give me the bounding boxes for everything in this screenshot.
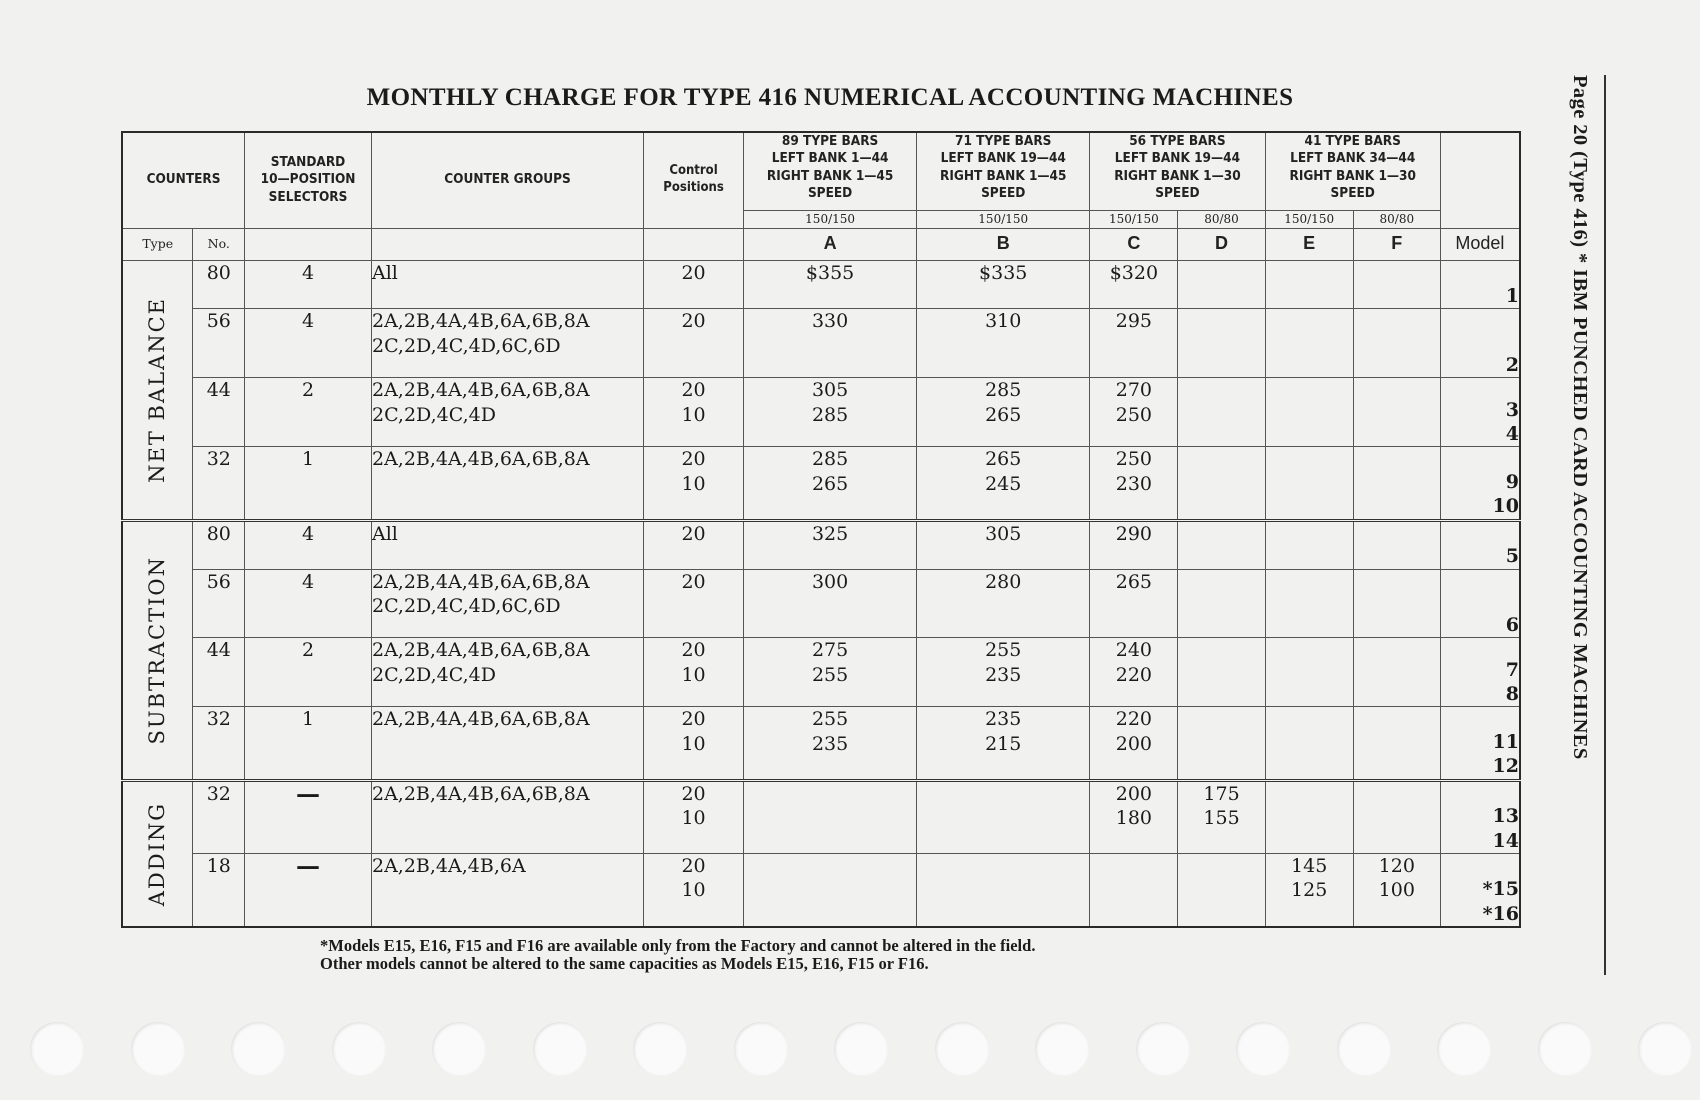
table-row bbox=[122, 309, 1520, 378]
charge-a-cell: 330 bbox=[744, 309, 917, 378]
charge-c-cell: 295 bbox=[1090, 309, 1178, 378]
charge-d-cell bbox=[1178, 520, 1265, 569]
model-number-cell: 2 bbox=[1440, 309, 1520, 378]
binder-hole bbox=[1136, 1022, 1190, 1076]
selectors-cell: 4 bbox=[245, 569, 372, 638]
charge-b-cell: 265 245 bbox=[917, 447, 1090, 520]
model-number-cell: 7 8 bbox=[1440, 638, 1520, 707]
charge-d-cell bbox=[1178, 309, 1265, 378]
control-positions-cell: 20 bbox=[644, 520, 744, 569]
binder-hole bbox=[1638, 1022, 1692, 1076]
charge-e-cell bbox=[1265, 520, 1353, 569]
model-number-cell: 6 bbox=[1440, 569, 1520, 638]
charge-a-cell: 275 255 bbox=[744, 638, 917, 707]
counter-groups-cell: 2A,2B,4A,4B,6A,6B,8A bbox=[371, 707, 643, 780]
counter-type-label: ADDING bbox=[145, 801, 170, 906]
binder-hole bbox=[1538, 1022, 1592, 1076]
selectors-cell: 4 bbox=[245, 309, 372, 378]
selectors-cell: 2 bbox=[245, 378, 372, 447]
binder-hole bbox=[231, 1022, 285, 1076]
model-number-cell: 13 14 bbox=[1440, 780, 1520, 853]
speed-value-1-0: 150/150 bbox=[917, 210, 1090, 228]
control-positions-cell: 20 10 bbox=[644, 638, 744, 707]
speed-value-0-0: 150/150 bbox=[744, 210, 917, 228]
control-positions-cell: 20 bbox=[644, 309, 744, 378]
charge-b-cell: 310 bbox=[917, 309, 1090, 378]
table-row bbox=[122, 707, 1520, 780]
counter-groups-cell: 2A,2B,4A,4B,6A,6B,8A bbox=[371, 447, 643, 520]
speed-letter-A: A bbox=[744, 228, 917, 260]
type-column-header: Type bbox=[122, 228, 193, 260]
charge-a-cell: $355 bbox=[744, 260, 917, 309]
charge-c-cell bbox=[1090, 854, 1178, 927]
charge-c-cell: 270 250 bbox=[1090, 378, 1178, 447]
charge-b-cell: $335 bbox=[917, 260, 1090, 309]
charge-f-cell bbox=[1353, 569, 1440, 638]
charge-d-cell bbox=[1178, 447, 1265, 520]
model-number-cell: 1 bbox=[1440, 260, 1520, 309]
binder-hole bbox=[1236, 1022, 1290, 1076]
selectors-cell: — bbox=[245, 854, 372, 927]
counter-groups-cell: 2A,2B,4A,4B,6A bbox=[371, 854, 643, 927]
model-number-cell: 3 4 bbox=[1440, 378, 1520, 447]
charge-a-cell: 285 265 bbox=[744, 447, 917, 520]
charge-d-cell: 175 155 bbox=[1178, 780, 1265, 853]
charge-a-cell bbox=[744, 780, 917, 853]
binder-hole bbox=[30, 1022, 84, 1076]
counter-type-cell bbox=[122, 260, 193, 520]
counter-groups-header: COUNTER GROUPS bbox=[371, 132, 643, 228]
counter-count-cell: 44 bbox=[193, 378, 245, 447]
counters-header: COUNTERS bbox=[122, 132, 245, 228]
selectors-cell: — bbox=[245, 780, 372, 853]
charges-table-wrap bbox=[121, 131, 1521, 928]
binder-hole bbox=[1437, 1022, 1491, 1076]
selectors-cell: 1 bbox=[245, 447, 372, 520]
binder-holes bbox=[0, 1022, 1700, 1082]
charge-c-cell: 290 bbox=[1090, 520, 1178, 569]
speed-value-3-0: 150/150 bbox=[1265, 210, 1353, 228]
footnote: *Models E15, E16, F15 and F16 are available only from the Factory and cannot be altered in the field. Other models cannot be altered to the same capacities as Models E15, E16, F15 or F16. bbox=[320, 936, 1036, 974]
model-number-cell: *15 *16 bbox=[1440, 854, 1520, 927]
binder-hole bbox=[834, 1022, 888, 1076]
counter-count-cell: 32 bbox=[193, 707, 245, 780]
counter-type-cell bbox=[122, 780, 193, 927]
side-rule bbox=[1604, 75, 1606, 975]
charge-a-cell: 325 bbox=[744, 520, 917, 569]
charge-e-cell bbox=[1265, 260, 1353, 309]
binder-hole bbox=[1337, 1022, 1391, 1076]
charge-e-cell bbox=[1265, 378, 1353, 447]
charge-e-cell bbox=[1265, 780, 1353, 853]
charge-e-cell bbox=[1265, 638, 1353, 707]
charge-c-cell: 200 180 bbox=[1090, 780, 1178, 853]
charge-d-cell bbox=[1178, 854, 1265, 927]
model-number-cell: 5 bbox=[1440, 520, 1520, 569]
charge-c-cell: 220 200 bbox=[1090, 707, 1178, 780]
speed-letter-F: F bbox=[1353, 228, 1440, 260]
charge-e-cell bbox=[1265, 707, 1353, 780]
selectors-header-pad bbox=[245, 228, 372, 260]
table-row bbox=[122, 260, 1520, 309]
charge-a-cell bbox=[744, 854, 917, 927]
charge-e-cell bbox=[1265, 447, 1353, 520]
selectors-cell: 4 bbox=[245, 260, 372, 309]
charge-b-cell: 235 215 bbox=[917, 707, 1090, 780]
control-positions-cell: 20 bbox=[644, 569, 744, 638]
counter-count-cell: 80 bbox=[193, 260, 245, 309]
selectors-header: STANDARD 10—POSITION SELECTORS bbox=[245, 132, 372, 228]
speed-letter-B: B bbox=[917, 228, 1090, 260]
counter-groups-cell: All bbox=[371, 260, 643, 309]
control-positions-cell: 20 10 bbox=[644, 780, 744, 853]
charge-e-cell: 145 125 bbox=[1265, 854, 1353, 927]
charge-b-cell: 280 bbox=[917, 569, 1090, 638]
charge-c-cell: $320 bbox=[1090, 260, 1178, 309]
table-row bbox=[122, 780, 1520, 853]
page-title: MONTHLY CHARGE FOR TYPE 416 NUMERICAL ACCOUNTING MACHINES bbox=[366, 84, 1294, 111]
counter-type-label: SUBTRACTION bbox=[145, 555, 170, 745]
type-bars-header-0: 89 TYPE BARS LEFT BANK 1—44 RIGHT BANK 1—45 SPEED bbox=[744, 132, 917, 210]
binder-hole bbox=[332, 1022, 386, 1076]
table-row bbox=[122, 520, 1520, 569]
binder-hole bbox=[1035, 1022, 1089, 1076]
charge-f-cell bbox=[1353, 378, 1440, 447]
charge-f-cell bbox=[1353, 780, 1440, 853]
table-row bbox=[122, 638, 1520, 707]
type-bars-header-3: 41 TYPE BARS LEFT BANK 34—44 RIGHT BANK 1—30 SPEED bbox=[1265, 132, 1440, 210]
table-row bbox=[122, 569, 1520, 638]
groups-header-pad bbox=[371, 228, 643, 260]
charge-b-cell bbox=[917, 780, 1090, 853]
control-positions-cell: 20 10 bbox=[644, 707, 744, 780]
charge-c-cell: 250 230 bbox=[1090, 447, 1178, 520]
control-positions-cell: 20 10 bbox=[644, 378, 744, 447]
counter-count-cell: 32 bbox=[193, 780, 245, 853]
no-column-header: No. bbox=[193, 228, 245, 260]
side-header: Page 20 (Type 416) * IBM PUNCHED CARD ACCOUNTING MACHINES bbox=[1569, 75, 1591, 760]
counter-count-cell: 80 bbox=[193, 520, 245, 569]
counter-groups-cell: All bbox=[371, 520, 643, 569]
counter-type-cell bbox=[122, 520, 193, 780]
control-header-pad bbox=[644, 228, 744, 260]
model-number-cell: 9 10 bbox=[1440, 447, 1520, 520]
selectors-cell: 4 bbox=[245, 520, 372, 569]
charge-c-cell: 240 220 bbox=[1090, 638, 1178, 707]
charge-a-cell: 300 bbox=[744, 569, 917, 638]
table-row bbox=[122, 378, 1520, 447]
speed-letter-C: C bbox=[1090, 228, 1178, 260]
charge-b-cell: 255 235 bbox=[917, 638, 1090, 707]
counter-groups-cell: 2A,2B,4A,4B,6A,6B,8A 2C,2D,4C,4D bbox=[371, 638, 643, 707]
selectors-cell: 2 bbox=[245, 638, 372, 707]
charge-f-cell: 120 100 bbox=[1353, 854, 1440, 927]
binder-hole bbox=[935, 1022, 989, 1076]
charge-d-cell bbox=[1178, 378, 1265, 447]
counter-groups-cell: 2A,2B,4A,4B,6A,6B,8A bbox=[371, 780, 643, 853]
charge-e-cell bbox=[1265, 309, 1353, 378]
speed-value-2-1: 80/80 bbox=[1178, 210, 1265, 228]
control-positions-cell: 20 10 bbox=[644, 854, 744, 927]
speed-value-2-0: 150/150 bbox=[1090, 210, 1178, 228]
type-bars-header-2: 56 TYPE BARS LEFT BANK 19—44 RIGHT BANK 1—30 SPEED bbox=[1090, 132, 1265, 210]
counter-count-cell: 32 bbox=[193, 447, 245, 520]
model-header-blank bbox=[1440, 132, 1520, 228]
charge-d-cell bbox=[1178, 707, 1265, 780]
table-row bbox=[122, 854, 1520, 927]
table-row bbox=[122, 447, 1520, 520]
charge-d-cell bbox=[1178, 569, 1265, 638]
binder-hole bbox=[432, 1022, 486, 1076]
charge-d-cell bbox=[1178, 260, 1265, 309]
charge-f-cell bbox=[1353, 309, 1440, 378]
charges-table bbox=[121, 131, 1521, 928]
binder-hole bbox=[533, 1022, 587, 1076]
counter-type-label: NET BALANCE bbox=[145, 296, 170, 483]
charge-f-cell bbox=[1353, 707, 1440, 780]
speed-letter-D: D bbox=[1178, 228, 1265, 260]
counter-groups-cell: 2A,2B,4A,4B,6A,6B,8A 2C,2D,4C,4D,6C,6D bbox=[371, 309, 643, 378]
counter-count-cell: 56 bbox=[193, 309, 245, 378]
speed-letter-E: E bbox=[1265, 228, 1353, 260]
charge-f-cell bbox=[1353, 447, 1440, 520]
counter-count-cell: 56 bbox=[193, 569, 245, 638]
model-number-cell: 11 12 bbox=[1440, 707, 1520, 780]
charge-f-cell bbox=[1353, 260, 1440, 309]
charge-f-cell bbox=[1353, 520, 1440, 569]
charge-f-cell bbox=[1353, 638, 1440, 707]
charge-b-cell bbox=[917, 854, 1090, 927]
control-positions-cell: 20 10 bbox=[644, 447, 744, 520]
binder-hole bbox=[633, 1022, 687, 1076]
counter-count-cell: 44 bbox=[193, 638, 245, 707]
counter-groups-cell: 2A,2B,4A,4B,6A,6B,8A 2C,2D,4C,4D bbox=[371, 378, 643, 447]
charge-e-cell bbox=[1265, 569, 1353, 638]
charge-a-cell: 305 285 bbox=[744, 378, 917, 447]
binder-hole bbox=[734, 1022, 788, 1076]
charge-a-cell: 255 235 bbox=[744, 707, 917, 780]
counter-count-cell: 18 bbox=[193, 854, 245, 927]
control-positions-cell: 20 bbox=[644, 260, 744, 309]
speed-value-3-1: 80/80 bbox=[1353, 210, 1440, 228]
selectors-cell: 1 bbox=[245, 707, 372, 780]
counter-groups-cell: 2A,2B,4A,4B,6A,6B,8A 2C,2D,4C,4D,6C,6D bbox=[371, 569, 643, 638]
charge-b-cell: 285 265 bbox=[917, 378, 1090, 447]
control-positions-header: Control Positions bbox=[644, 132, 744, 228]
charge-c-cell: 265 bbox=[1090, 569, 1178, 638]
binder-hole bbox=[131, 1022, 185, 1076]
charge-d-cell bbox=[1178, 638, 1265, 707]
charge-b-cell: 305 bbox=[917, 520, 1090, 569]
model-column-header: Model bbox=[1440, 228, 1520, 260]
type-bars-header-1: 71 TYPE BARS LEFT BANK 19—44 RIGHT BANK 1—45 SPEED bbox=[917, 132, 1090, 210]
